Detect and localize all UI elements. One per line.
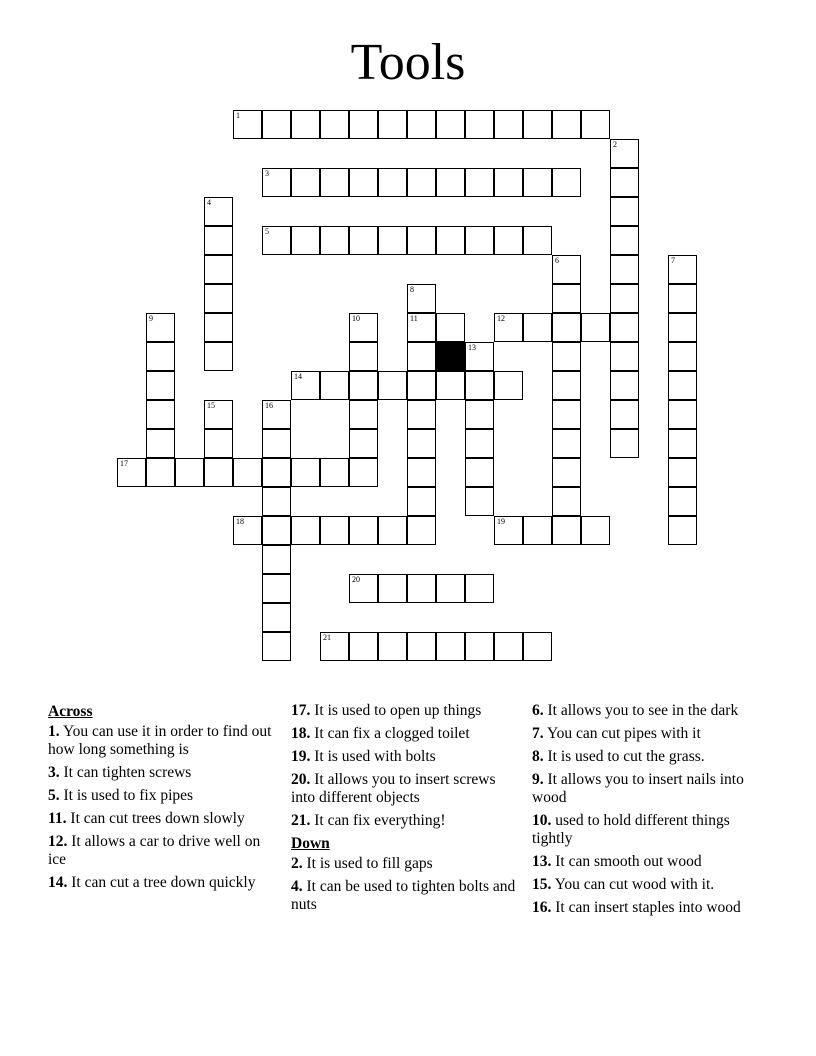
clue-across-1: 1. You can use it in order to find out how long something is xyxy=(48,723,272,758)
grid-cell[interactable] xyxy=(523,313,552,342)
grid-cell[interactable] xyxy=(378,516,407,545)
cell-number: 4 xyxy=(207,198,211,207)
grid-cell[interactable] xyxy=(610,284,639,313)
clue-down-10: 10. used to hold different things tightly xyxy=(532,812,730,847)
grid-cell[interactable] xyxy=(494,110,523,139)
grid-cell[interactable] xyxy=(436,313,465,342)
grid-cell[interactable] xyxy=(349,371,378,400)
grid-cell[interactable] xyxy=(378,574,407,603)
grid-cell[interactable] xyxy=(349,574,378,603)
grid-cell[interactable] xyxy=(465,226,494,255)
grid-cell[interactable] xyxy=(204,226,233,255)
clue-down-8: 8. It is used to cut the grass. xyxy=(532,748,705,765)
grid-cell[interactable] xyxy=(233,110,262,139)
grid-cell[interactable] xyxy=(262,168,291,197)
grid-cell[interactable] xyxy=(407,429,436,458)
cell-number: 13 xyxy=(468,343,476,352)
grid-cell[interactable] xyxy=(407,574,436,603)
grid-cell[interactable] xyxy=(494,516,523,545)
grid-cell[interactable] xyxy=(349,110,378,139)
grid-cell[interactable] xyxy=(146,313,175,342)
clue-down-7: 7. You can cut pipes with it xyxy=(532,725,701,742)
grid-cell[interactable] xyxy=(523,632,552,661)
cell-number: 18 xyxy=(236,517,244,526)
clue-across-17: 17. It is used to open up things xyxy=(291,702,482,719)
grid-cell[interactable] xyxy=(349,458,378,487)
cell-number: 15 xyxy=(207,401,215,410)
cell-number: 5 xyxy=(265,227,269,236)
grid-cell[interactable] xyxy=(552,255,581,284)
black-cell xyxy=(436,342,465,371)
grid-cell[interactable] xyxy=(378,168,407,197)
clue-down-2: 2. It is used to fill gaps xyxy=(291,855,433,872)
grid-cell[interactable] xyxy=(407,516,436,545)
grid-cell[interactable] xyxy=(320,168,349,197)
grid-cell[interactable] xyxy=(146,342,175,371)
grid-cell[interactable] xyxy=(610,342,639,371)
across-heading: Across xyxy=(48,703,93,720)
grid-cell[interactable] xyxy=(349,400,378,429)
grid-cell[interactable] xyxy=(262,458,291,487)
clue-across-19: 19. It is used with bolts xyxy=(291,748,436,765)
grid-cell[interactable] xyxy=(204,255,233,284)
grid-cell[interactable] xyxy=(523,110,552,139)
grid-cell[interactable] xyxy=(175,458,204,487)
clue-across-12: 12. It allows a car to drive well on ice xyxy=(48,833,261,868)
cell-number: 8 xyxy=(410,285,414,294)
clue-down-4: 4. It can be used to tighten bolts and nuts xyxy=(291,878,516,913)
cell-number: 1 xyxy=(236,111,240,120)
grid-cell[interactable] xyxy=(436,168,465,197)
grid-cell[interactable] xyxy=(668,313,697,342)
grid-cell[interactable] xyxy=(204,313,233,342)
grid-cell[interactable] xyxy=(320,226,349,255)
cell-number: 11 xyxy=(410,314,418,323)
clue-across-21: 21. It can fix everything! xyxy=(291,812,446,829)
grid-cell[interactable] xyxy=(204,429,233,458)
grid-cell[interactable] xyxy=(494,313,523,342)
grid-cell[interactable] xyxy=(668,371,697,400)
grid-cell[interactable] xyxy=(204,458,233,487)
grid-cell[interactable] xyxy=(262,110,291,139)
grid-cell[interactable] xyxy=(465,342,494,371)
grid-cell[interactable] xyxy=(465,110,494,139)
grid-cell[interactable] xyxy=(552,487,581,516)
grid-cell[interactable] xyxy=(407,284,436,313)
grid-cell[interactable] xyxy=(378,371,407,400)
clues-column-3 xyxy=(532,702,764,922)
grid-cell[interactable] xyxy=(668,458,697,487)
grid-cell[interactable] xyxy=(349,342,378,371)
grid-cell[interactable] xyxy=(262,429,291,458)
grid-cell[interactable] xyxy=(552,284,581,313)
cell-number: 9 xyxy=(149,314,153,323)
grid-cell[interactable] xyxy=(494,632,523,661)
grid-cell[interactable] xyxy=(320,371,349,400)
grid-cell[interactable] xyxy=(291,371,320,400)
clue-across-11: 11. It can cut trees down slowly xyxy=(48,810,245,827)
grid-cell[interactable] xyxy=(610,226,639,255)
grid-cell[interactable] xyxy=(204,400,233,429)
grid-cell[interactable] xyxy=(262,632,291,661)
grid-cell[interactable] xyxy=(349,313,378,342)
clues-column-1 xyxy=(48,702,280,897)
clue-down-6: 6. It allows you to see in the dark xyxy=(532,702,739,719)
cell-number: 3 xyxy=(265,169,269,178)
grid-cell[interactable] xyxy=(407,313,436,342)
cell-number: 12 xyxy=(497,314,505,323)
grid-cell[interactable] xyxy=(262,545,291,574)
grid-cell[interactable] xyxy=(581,313,610,342)
cell-number: 20 xyxy=(352,575,360,584)
cell-number: 10 xyxy=(352,314,360,323)
grid-cell[interactable] xyxy=(610,168,639,197)
grid-cell[interactable] xyxy=(291,516,320,545)
grid-cell[interactable] xyxy=(378,110,407,139)
grid-cell[interactable] xyxy=(465,371,494,400)
grid-cell[interactable] xyxy=(291,168,320,197)
grid-cell[interactable] xyxy=(668,429,697,458)
grid-cell[interactable] xyxy=(552,516,581,545)
grid-cell[interactable] xyxy=(610,197,639,226)
grid-cell[interactable] xyxy=(552,110,581,139)
grid-cell[interactable] xyxy=(668,342,697,371)
grid-cell[interactable] xyxy=(436,226,465,255)
grid-cell[interactable] xyxy=(552,168,581,197)
grid-cell[interactable] xyxy=(552,458,581,487)
grid-cell[interactable] xyxy=(494,371,523,400)
cell-number: 6 xyxy=(555,256,559,265)
grid-cell[interactable] xyxy=(407,632,436,661)
grid-cell[interactable] xyxy=(465,168,494,197)
grid-cell[interactable] xyxy=(407,371,436,400)
grid-cell[interactable] xyxy=(465,429,494,458)
grid-cell[interactable] xyxy=(668,516,697,545)
grid-cell[interactable] xyxy=(233,516,262,545)
grid-cell[interactable] xyxy=(146,400,175,429)
cell-number: 2 xyxy=(613,140,617,149)
cell-number: 7 xyxy=(671,256,675,265)
grid-cell[interactable] xyxy=(233,458,262,487)
grid-cell[interactable] xyxy=(407,342,436,371)
grid-cell[interactable] xyxy=(523,516,552,545)
grid-cell[interactable] xyxy=(552,429,581,458)
grid-cell[interactable] xyxy=(407,110,436,139)
cell-number: 14 xyxy=(294,372,302,381)
grid-cell[interactable] xyxy=(262,226,291,255)
grid-cell[interactable] xyxy=(291,110,320,139)
grid-cell[interactable] xyxy=(523,226,552,255)
grid-cell[interactable] xyxy=(436,632,465,661)
grid-cell[interactable] xyxy=(610,139,639,168)
grid-cell[interactable] xyxy=(407,400,436,429)
grid-cell[interactable] xyxy=(320,516,349,545)
grid-cell[interactable] xyxy=(668,284,697,313)
grid-cell[interactable] xyxy=(146,429,175,458)
grid-cell[interactable] xyxy=(320,458,349,487)
grid-cell[interactable] xyxy=(465,574,494,603)
down-heading: Down xyxy=(291,835,330,852)
grid-cell[interactable] xyxy=(436,574,465,603)
clue-down-15: 15. You can cut wood with it. xyxy=(532,876,715,893)
clue-across-5: 5. It is used to fix pipes xyxy=(48,787,194,804)
grid-cell[interactable] xyxy=(146,458,175,487)
grid-cell[interactable] xyxy=(523,168,552,197)
grid-cell[interactable] xyxy=(610,429,639,458)
grid-cell[interactable] xyxy=(465,458,494,487)
grid-cell[interactable] xyxy=(407,487,436,516)
cell-number: 21 xyxy=(323,633,331,642)
grid-cell[interactable] xyxy=(581,110,610,139)
grid-cell[interactable] xyxy=(291,226,320,255)
grid-cell[interactable] xyxy=(436,371,465,400)
clue-across-20: 20. It allows you to insert screws into different objects xyxy=(291,771,496,806)
puzzle-title: Tools xyxy=(350,34,466,91)
grid-cell[interactable] xyxy=(262,400,291,429)
grid-cell[interactable] xyxy=(204,284,233,313)
grid-cell[interactable] xyxy=(668,255,697,284)
grid-cell[interactable] xyxy=(465,487,494,516)
grid-cell[interactable] xyxy=(407,226,436,255)
grid-cell[interactable] xyxy=(320,632,349,661)
clue-across-3: 3. It can tighten screws xyxy=(48,764,192,781)
grid-cell[interactable] xyxy=(436,110,465,139)
grid-cell[interactable] xyxy=(552,342,581,371)
grid-cell[interactable] xyxy=(349,168,378,197)
grid-cell[interactable] xyxy=(552,371,581,400)
grid-cell[interactable] xyxy=(262,603,291,632)
cell-number: 16 xyxy=(265,401,273,410)
grid-cell[interactable] xyxy=(581,516,610,545)
grid-cell[interactable] xyxy=(349,429,378,458)
grid-cell[interactable] xyxy=(465,400,494,429)
clue-down-16: 16. It can insert staples into wood xyxy=(532,899,741,916)
grid-cell[interactable] xyxy=(262,487,291,516)
grid-cell[interactable] xyxy=(349,226,378,255)
grid-cell[interactable] xyxy=(262,574,291,603)
grid-cell[interactable] xyxy=(552,313,581,342)
grid-cell[interactable] xyxy=(465,632,494,661)
grid-cell[interactable] xyxy=(610,255,639,284)
grid-cell[interactable] xyxy=(146,371,175,400)
grid-cell[interactable] xyxy=(668,487,697,516)
clue-across-18: 18. It can fix a clogged toilet xyxy=(291,725,470,742)
grid-cell[interactable] xyxy=(610,371,639,400)
grid-cell[interactable] xyxy=(262,516,291,545)
clues-column-2 xyxy=(291,702,523,919)
grid-cell[interactable] xyxy=(378,632,407,661)
grid-cell[interactable] xyxy=(320,110,349,139)
grid-cell[interactable] xyxy=(204,197,233,226)
grid-cell[interactable] xyxy=(610,400,639,429)
grid-cell[interactable] xyxy=(349,516,378,545)
grid-cell[interactable] xyxy=(349,632,378,661)
grid-cell[interactable] xyxy=(407,458,436,487)
grid-cell[interactable] xyxy=(494,226,523,255)
clue-down-9: 9. It allows you to insert nails into wood xyxy=(532,771,744,806)
cell-number: 17 xyxy=(120,459,128,468)
grid-cell[interactable] xyxy=(494,168,523,197)
grid-cell[interactable] xyxy=(610,313,639,342)
grid-cell[interactable] xyxy=(204,342,233,371)
cell-number: 19 xyxy=(497,517,505,526)
grid-cell[interactable] xyxy=(407,168,436,197)
grid-cell[interactable] xyxy=(552,400,581,429)
grid-cell[interactable] xyxy=(668,400,697,429)
grid-cell[interactable] xyxy=(378,226,407,255)
grid-cell[interactable] xyxy=(291,458,320,487)
clue-across-14: 14. It can cut a tree down quickly xyxy=(48,874,256,891)
clue-down-13: 13. It can smooth out wood xyxy=(532,853,702,870)
grid-cell[interactable] xyxy=(117,458,146,487)
